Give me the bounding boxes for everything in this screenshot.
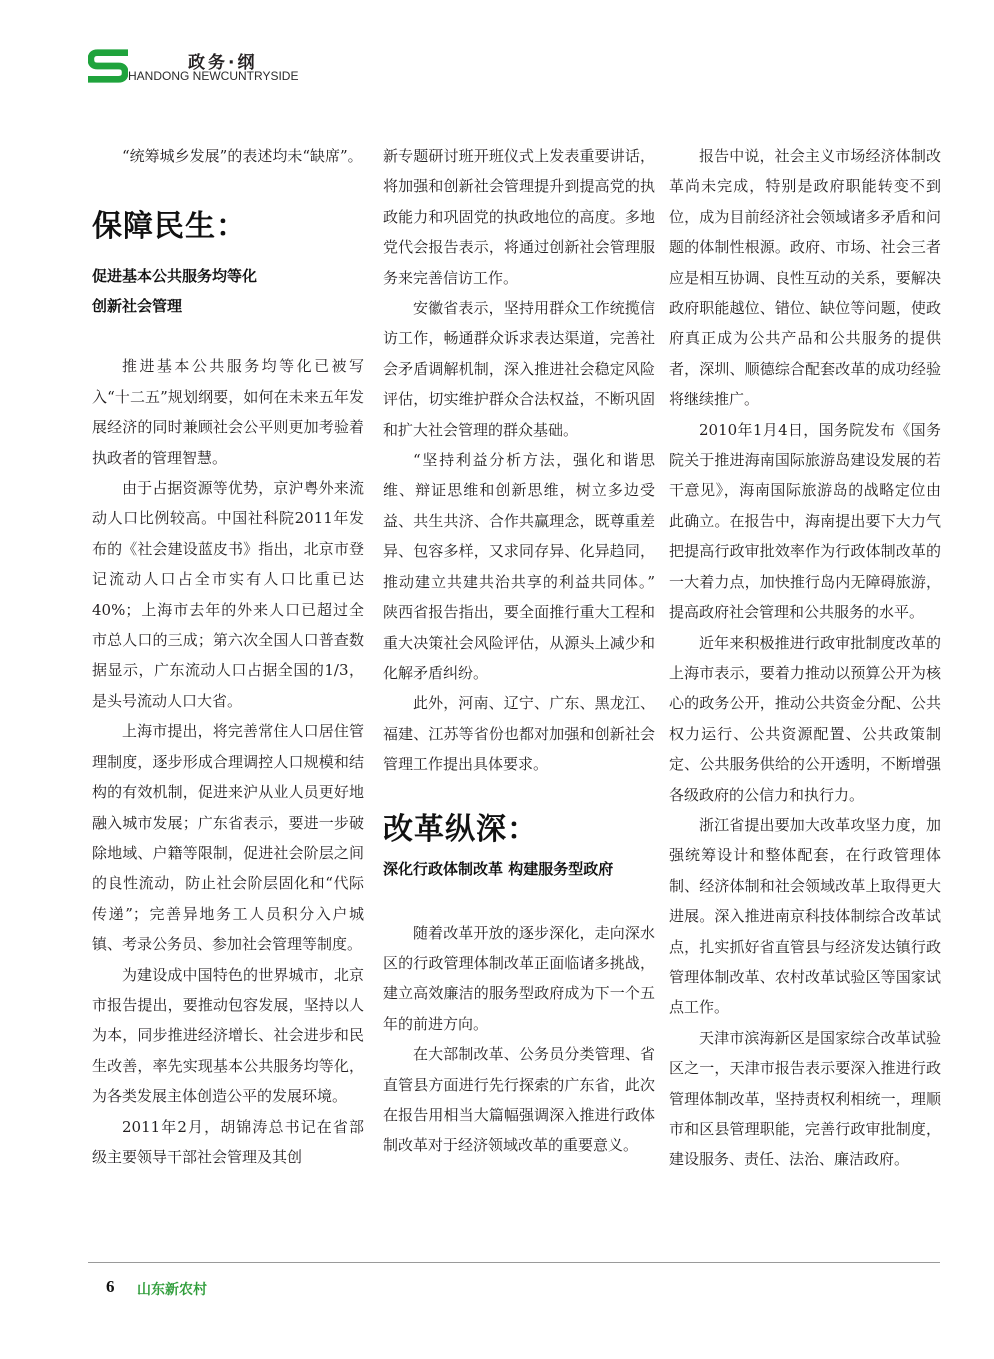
- magazine-subtitle: HANDONG NEWCUNTRYSIDE: [128, 69, 299, 83]
- paragraph: 天津市滨海新区是国家综合改革试验区之一，天津市报告表示要深入推进行政管理体制改革，坚持责权利相统一，理顺市和区县管理职能，完善行政审批制度，建设服务、责任、法治、廉洁政府。: [669, 1028, 941, 1169]
- paragraph: 在大部制改革、公务员分类管理、省直管县方面进行先行探索的广东省，此次在报告用相当大篇幅强调深入推进行政体制改革对于经济领域改革的重要意义。: [383, 1045, 655, 1155]
- paragraph: 2011年2月，胡锦涛总书记在省部级主要领导干部社会管理及其创: [92, 1117, 364, 1166]
- column-1: [92, 141, 364, 1172]
- footer-divider: [88, 1262, 940, 1263]
- section-subtitle: 促进基本公共服务均等化: [92, 267, 258, 286]
- paragraph: 由于占据资源等优势，京沪粤外来流动人口比例较高。中国社科院2011年发布的《社会建设蓝皮书》指出，北京市登记流动人口占全市实有人口比重已达40%；上海市去年的外来人口已超过全市总人口的三成；第六次全国人口普查数据显示，广东流动人口占据全国的1/3，是头号流动人口大省。: [92, 479, 364, 710]
- section-title-reform: 改革纵深：: [383, 811, 538, 847]
- section-title-livelihood: 保障民生：: [92, 209, 247, 245]
- page-number: 6: [106, 1277, 115, 1296]
- paragraph: 此外，河南、辽宁、广东、黑龙江、福建、江苏等省份也都对加强和创新社会管理工作提出具体要求。: [383, 694, 655, 774]
- paragraph: 新专题研讨班开班仪式上发表重要讲话，将加强和创新社会管理提升到提高党的执政能力和巩固党的执政地位的高度。多地党代会报告表示，将通过创新社会管理服务来完善信访工作。: [383, 147, 655, 287]
- paragraph: 2010年1月4日，国务院发布《国务院关于推进海南国际旅游岛建设发展的若干意见》，海南国际旅游岛的战略定位由此确立。在报告中，海南提出要下大力气把提高行政审批效率作为行政体制改革的一大着力点，加快推行岛内无障碍旅游，提高政府社会管理和公共服务的水平。: [669, 420, 941, 622]
- paragraph: “坚持利益分析方法，强化和谐思维、辩证思维和创新思维，树立多边受益、共生共济、合作共赢理念，既尊重差异、包容多样，又求同存异、化异趋同，推动建立共建共治共享的利益共同体。” 陕西省报告指出，要全面推行重大工程和重大决策社会风险评估，从源头上减少和化解矛盾纠纷。: [383, 451, 655, 682]
- paragraph: 报告中说，社会主义市场经济体制改革尚未完成，特别是政府职能转变不到位，成为目前经济社会领域诸多矛盾和问题的体制性根源。政府、市场、社会三者应是相互协调、良性互动的关系，要解决政府职能越位、错位、缺位等问题，使政府真正成为公共产品和公共服务的提供者，深圳、顺德综合配套改革的成功经验将继续推广。: [669, 147, 941, 409]
- paragraph: 上海市提出，将完善常住人口居住管理制度，逐步形成合理调控人口规模和结构的有效机制，促进来沪从业人员更好地融入城市发展；广东省表示，要进一步破除地域、户籍等限制，促进社会阶层之间的良性流动，防止社会阶层固化和“代际传递”；完善异地务工人员积分入户城镇、考录公务员、参加社会管理等制度。: [92, 722, 364, 954]
- paragraph: 浙江省提出要加大改革攻坚力度，加强统筹设计和整体配套，在行政管理体制、经济体制和社会领域改革上取得更大进展。深入推进南京科技体制综合改革试点，扎实抓好省直管县与经济发达镇行政管理体制改革、农村改革试验区等国家试点工作。: [669, 815, 941, 1017]
- column-2: [383, 141, 655, 1161]
- column-3: [669, 141, 941, 1175]
- section-subtitle: 深化行政体制改革 构建服务型政府: [383, 859, 614, 878]
- paragraph: “统筹城乡发展”的表述均未“缺席”。: [122, 147, 363, 165]
- footer-magazine-logo: 山东新农村: [137, 1282, 207, 1298]
- magazine-logo-s-icon: [88, 48, 128, 84]
- paragraph: 随着改革开放的逐步深化，走向深水区的行政管理体制改革正面临诸多挑战，建立高效廉洁的服务型政府成为下一个五年的前进方向。: [383, 923, 655, 1033]
- section-subtitle: 创新社会管理: [92, 297, 183, 316]
- section-header-title: 政务·纲: [188, 53, 258, 73]
- paragraph: 近年来积极推进行政审批制度改革的上海市表示，要着力推动以预算公开为核心的政务公开，推动公共资金分配、公共权力运行、公共资源配置、公共政策制定、公共服务供给的公开透明，不断增强各级政府的公信力和执行力。: [669, 633, 941, 804]
- paragraph: 为建设成中国特色的世界城市，北京市报告提出，要推动包容发展，坚持以人为本，同步推进经济增长、社会进步和民生改善，率先实现基本公共服务均等化，为各类发展主体创造公平的发展环境。: [92, 965, 364, 1106]
- paragraph: 推进基本公共服务均等化已被写入“十二五”规划纲要，如何在未来五年发展经济的同时兼顾社会公平则更加考验着执政者的管理智慧。: [92, 357, 364, 467]
- paragraph: 安徽省表示，坚持用群众工作统揽信访工作，畅通群众诉求表达渠道，完善社会矛盾调解机制，深入推进社会稳定风险评估，切实维护群众合法权益，不断巩固和扩大社会管理的群众基础。: [383, 299, 655, 439]
